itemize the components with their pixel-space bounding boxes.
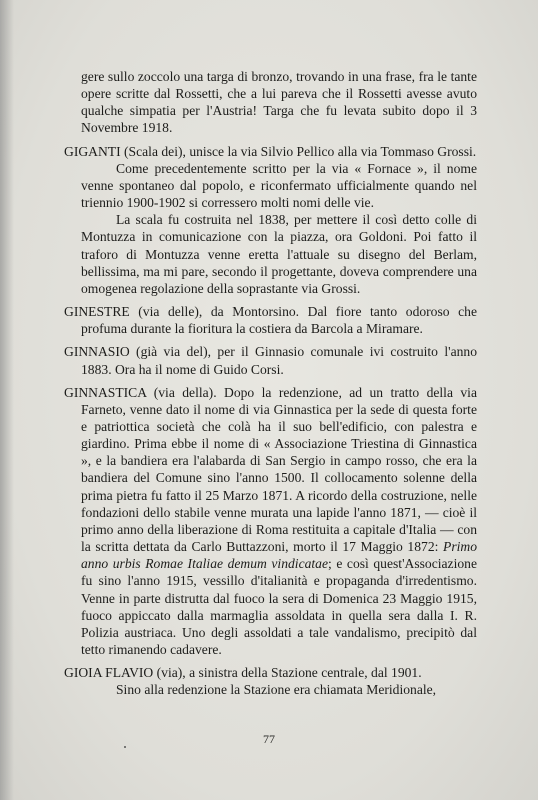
ink-speck (124, 746, 126, 748)
entry-giganti-paragraph-1: Come precedentemente scritto per la via « Fornace », il nome venne spontaneo dal popolo, e riconfermato ufficialmente quando nel triennio 1900-1902 si corressero molti nomi delle vie. (81, 160, 477, 211)
entry-gioia-flavio: GIOIA FLAVIO (via), a sinistra della Stazione centrale, dal 1901. (64, 665, 422, 681)
entry-ginnastica (64, 384, 477, 659)
paragraph-rossetti-continuation: gere sullo zoccolo una targa di bronzo, trovando in una frase, fra le tante opere scritte dal Rossetti, che a lui pareva che il Rossetti avesse avuto qualche simpatia per l'Austria! Targa che fu levata subito dopo il 3 Novembre 1918. (81, 69, 477, 136)
entry-giganti-paragraph-2: La scala fu costruita nel 1838, per mettere il così detto colle di Montuzza in comunicazione con la piazza, ora Goldoni. Poi fatto il traforo di Montuzza venne eretta l'attuale su disegno del Berlam, bellissima, ma mi pare, secondo il progettante, doveva comprendere una omogenea regolazione della soprastante via Grossi. (81, 212, 477, 296)
entry-ginestre: GINESTRE (via delle), da Montorsino. Dal fiore tanto odoroso che profuma durante la fioritura la costiera da Barcola a Miramare. (64, 304, 477, 337)
entry-giganti-heading: GIGANTI (Scala dei), unisce la via Silvio Pellico alla via Tommaso Grossi. (64, 143, 477, 159)
entry-gioia-flavio-paragraph-1: Sino alla redenzione la Stazione era chiamata Meridionale, (116, 682, 437, 698)
entry-ginnasio: GINNASIO (già via del), per il Ginnasio comunale ivi costruito l'anno 1883. Ora ha il nome di Guido Corsi. (64, 344, 477, 377)
page-number: 77 (263, 732, 275, 746)
entry-ginnastica-latin-inscription: Primo anno urbis Romae Italiae demum vindicatae (81, 539, 477, 572)
page-text (64, 68, 477, 698)
entry-ginnastica-text-b: ; e così quest'Associazione fu sino l'anno 1915, vessillo d'italianità e propaganda d'irredentismo. Venne in parte distrutta dal fuoco la sera di Domenica 23 Maggio 1915, fuoco appiccato dalla marmaglia assoldata in quella sera dalla I. R. Polizia austriaca. Uno degli assoldati a tale vandalismo, precipitò dal tetto rimanendo cadavere. (81, 556, 477, 657)
page-edge-shadow (0, 0, 14, 800)
entry-ginnastica-text-a: GINNASTICA (via della). Dopo la redenzione, ad un tratto della via Farneto, venne dato il nome di via Ginnastica per la sede di questa forte e patriottica società che colà ha il suo bell'edificio, con palestra e giardino. Prima ebbe il nome di « Associazione Triestina di Ginnastica », e la bandiera era l'alabarda di San Sergio in campo rosso, che era la bandiera del Comune sino l'anno 1500. Il collocamento solenne della prima pietra fu fatto il 25 Marzo 1871. A ricordo della costruzione, nelle fondazioni dello stabile venne murata una lapide l'anno 1871, — cioè il primo anno della liberazione di Roma restituita a capitale d'Italia — con la scritta dettata da Carlo Buttazzoni, morto il 17 Maggio 1872: (64, 384, 477, 555)
